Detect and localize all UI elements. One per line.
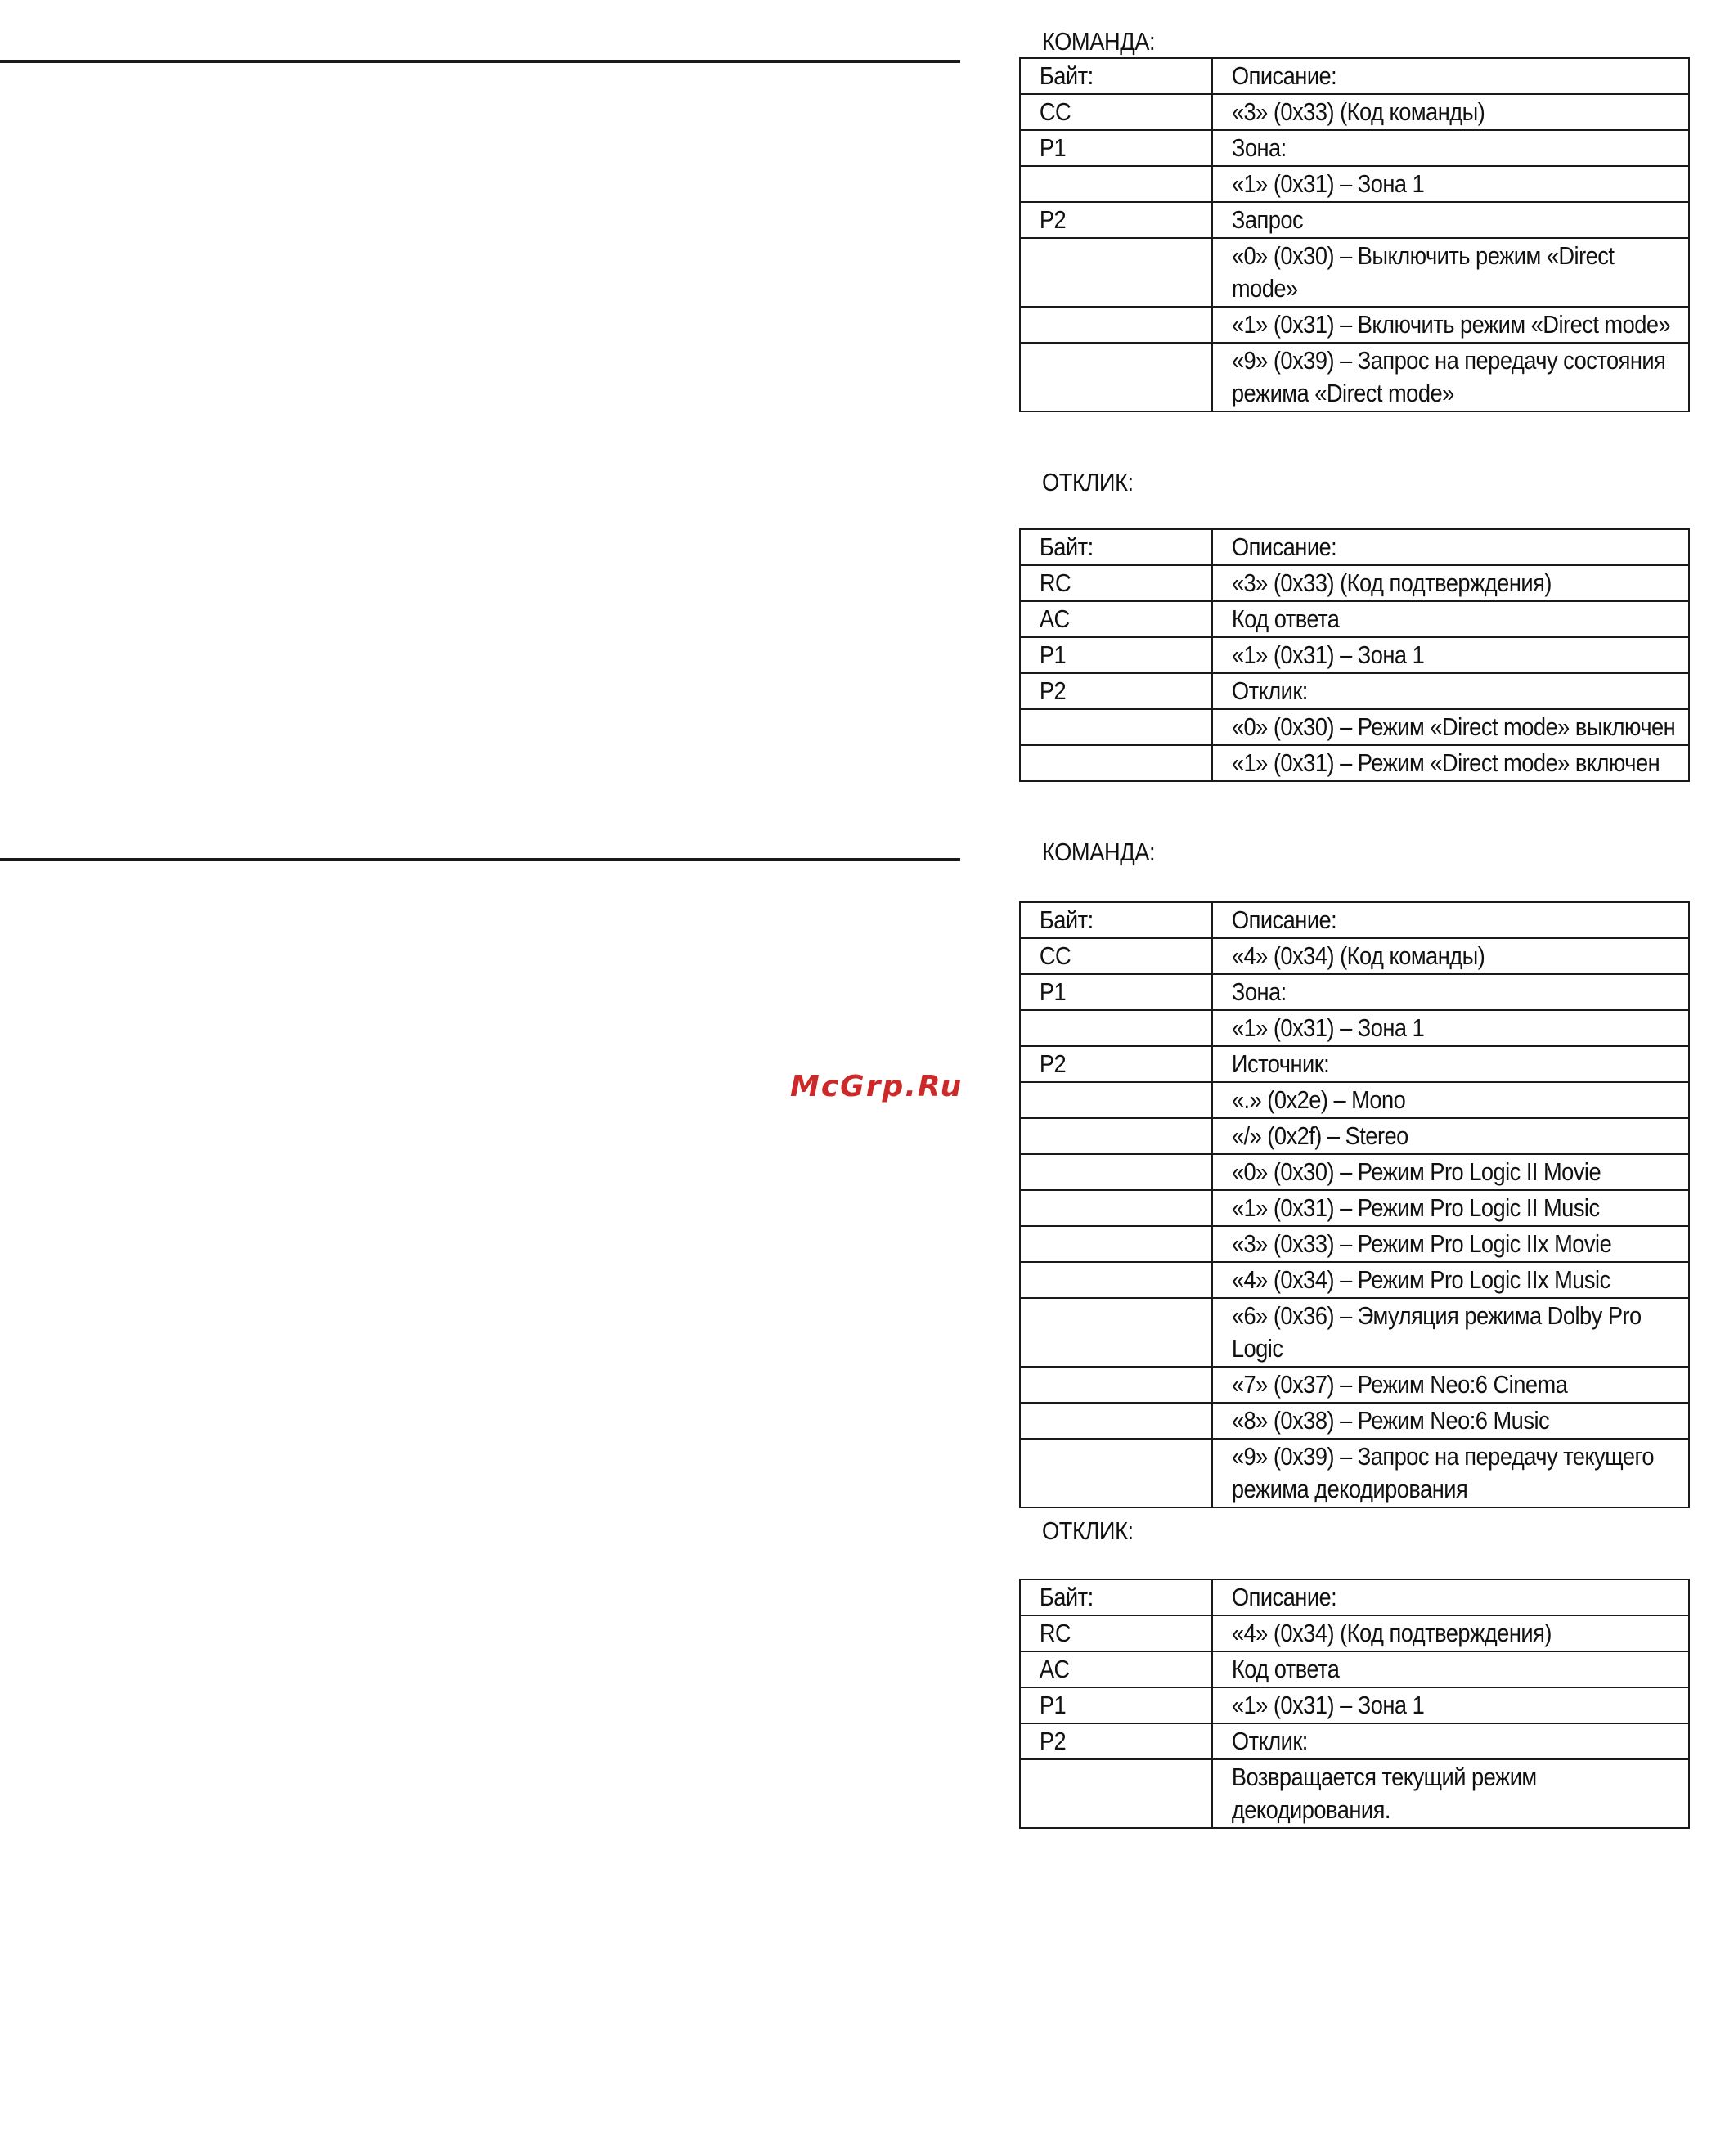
- table-row: «9» (0x39) – Запрос на передачу текущего режима декодирования: [1020, 1439, 1689, 1507]
- table-row: P1 Зона:: [1020, 130, 1689, 166]
- command-label: КОМАНДА:: [1042, 838, 1156, 866]
- watermark: McGrp.Ru: [790, 1070, 964, 1103]
- table-row: «1» (0x31) – Включить режим «Direct mode»: [1020, 307, 1689, 343]
- response-table-decoding-mode: [1019, 1579, 1690, 1829]
- table-row: AC Код ответа: [1020, 1651, 1689, 1687]
- table-row: Байт: Описание:: [1020, 1579, 1689, 1615]
- table-row: «7» (0x37) – Режим Neo:6 Cinema: [1020, 1367, 1689, 1403]
- table-row: P2 Запрос: [1020, 202, 1689, 238]
- table-row: «0» (0x30) – Режим «Direct mode» выключен: [1020, 709, 1689, 745]
- table-row: «8» (0x38) – Режим Neo:6 Music: [1020, 1403, 1689, 1439]
- command-table-direct-mode: [1019, 57, 1690, 412]
- command-table-decoding-mode: [1019, 901, 1690, 1508]
- table-row: «6» (0x36) – Эмуляция режима Dolby Pro Logic: [1020, 1298, 1689, 1367]
- table-row: «1» (0x31) – Зона 1: [1020, 166, 1689, 202]
- table-row: P2 Отклик:: [1020, 1723, 1689, 1759]
- table-row: «.» (0x2e) – Mono: [1020, 1082, 1689, 1118]
- table-row: «/» (0x2f) – Stereo: [1020, 1118, 1689, 1154]
- table-row: «4» (0x34) – Режим Pro Logic IIx Music: [1020, 1262, 1689, 1298]
- table-row: P2 Отклик:: [1020, 673, 1689, 709]
- table-row: Байт: Описание:: [1020, 58, 1689, 94]
- response-label: ОТКЛИК:: [1042, 468, 1134, 496]
- table-row: «0» (0x30) – Выключить режим «Direct mode»: [1020, 238, 1689, 307]
- table-row: CC «4» (0x34) (Код команды): [1020, 938, 1689, 974]
- table-row: RC «3» (0x33) (Код подтверждения): [1020, 565, 1689, 601]
- table-row: CC «3» (0x33) (Код команды): [1020, 94, 1689, 130]
- table-row: «1» (0x31) – Зона 1: [1020, 1010, 1689, 1046]
- table-row: «0» (0x30) – Режим Pro Logic II Movie: [1020, 1154, 1689, 1190]
- table-row: «1» (0x31) – Режим Pro Logic II Music: [1020, 1190, 1689, 1226]
- table-row: RC «4» (0x34) (Код подтверждения): [1020, 1615, 1689, 1651]
- table-row: «9» (0x39) – Запрос на передачу состояния режима «Direct mode»: [1020, 343, 1689, 411]
- table-row: Байт: Описание:: [1020, 902, 1689, 938]
- table-row: Байт: Описание:: [1020, 529, 1689, 565]
- table-row: AC Код ответа: [1020, 601, 1689, 637]
- command-label: КОМАНДА:: [1042, 27, 1156, 56]
- response-label: ОТКЛИК:: [1042, 1516, 1134, 1545]
- table-row: «1» (0x31) – Режим «Direct mode» включен: [1020, 745, 1689, 781]
- section-divider-top: [0, 60, 960, 63]
- section-divider-middle: [0, 858, 960, 861]
- table-row: P2 Источник:: [1020, 1046, 1689, 1082]
- table-row: P1 «1» (0x31) – Зона 1: [1020, 1687, 1689, 1723]
- table-row: «3» (0x33) – Режим Pro Logic IIx Movie: [1020, 1226, 1689, 1262]
- table-row: P1 «1» (0x31) – Зона 1: [1020, 637, 1689, 673]
- table-row: P1 Зона:: [1020, 974, 1689, 1010]
- response-table-direct-mode: [1019, 528, 1690, 782]
- table-row: Возвращается текущий режим декодирования.: [1020, 1759, 1689, 1828]
